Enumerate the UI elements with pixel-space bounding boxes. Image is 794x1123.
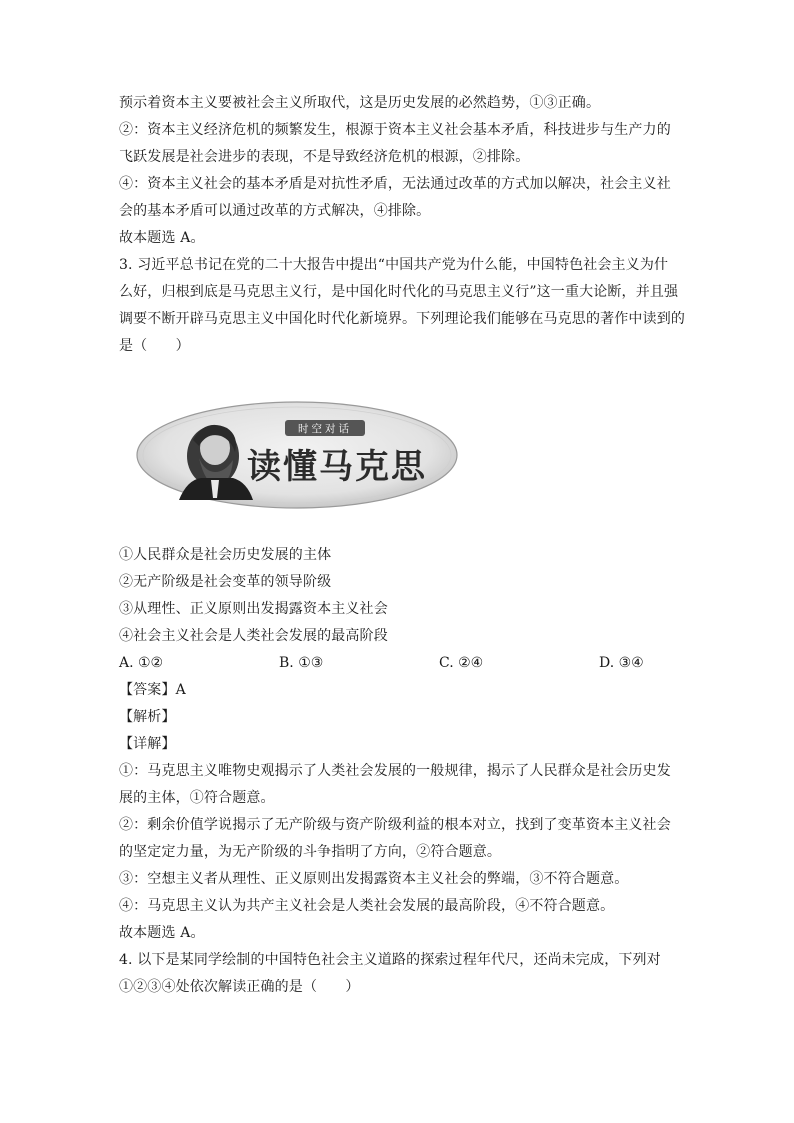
option-c[interactable]: C. ②④ [439,655,484,671]
question-stem-line: 调要不断开辟马克思主义中国化时代化新境界。下列理论我们能够在马克思的著作中读到的 [119,311,685,327]
text-line: 飞跃发展是社会进步的表现，不是导致经济危机的根源，②排除。 [119,149,530,165]
question-stem-line: 么好，归根到底是马克思主义行，是中国化时代化的马克思主义行”这一重大论断，并且强 [119,284,679,300]
detail-explanation [119,758,679,947]
question-stem-line: 3. 习近平总书记在党的二十大报告中提出“中国共产党为什么能，中国特色社会主义为什 [119,257,669,273]
figure-area [119,360,679,542]
conclusion-line: 故本题选 A。 [119,230,205,246]
analysis-label: 【解析】 [119,709,176,725]
option-d[interactable]: D. ③④ [599,655,644,671]
option-a[interactable]: A. ①② [119,655,164,671]
answer-label: 【答案】A [119,682,186,698]
question-stem-line: 是（ ） [119,338,190,354]
text-line: ②：资本主义经济危机的频繁发生，根源于资本主义社会基本矛盾，科技进步与生产力的 [119,122,671,138]
question-stem-line: 4. 以下是某同学绘制的中国特色社会主义道路的探索过程年代尺，还尚未完成，下列对 [119,952,661,968]
text-line: 会的基本矛盾可以通过改革的方式解决，④排除。 [119,203,431,219]
detail-line: ①：马克思主义唯物史观揭示了人类社会发展的一般规律，揭示了人民群众是社会历史发 [119,763,671,779]
detail-label: 【详解】 [119,736,176,752]
detail-line: ④：马克思主义认为共产主义社会是人类社会发展的最高阶段，④不符合题意。 [119,898,615,914]
statement-3: ③从理性、正义原则出发揭露资本主义社会 [119,601,388,617]
question-4 [119,947,679,1001]
dialogue-badge [285,420,365,436]
answer-options [119,650,679,677]
marx-banner-image [135,400,459,510]
conclusion-line: 故本题选 A。 [119,925,205,941]
detail-line: 展的主体，①符合题意。 [119,790,275,806]
text-line: ④：资本主义社会的基本矛盾是对抗性矛盾，无法通过改革的方式加以解决，社会主义社 [119,176,671,192]
statement-1: ①人民群众是社会历史发展的主体 [119,547,332,563]
statement-4: ④社会主义社会是人类社会发展的最高阶段 [119,628,388,644]
question-3 [119,252,685,947]
detail-line: ②：剩余价值学说揭示了无产阶级与资产阶级利益的根本对立，找到了变革资本主义社会 [119,817,671,833]
detail-line: 的坚定定力量，为无产阶级的斗争指明了方向，②符合题意。 [119,844,502,860]
option-b[interactable]: B. ①③ [279,655,324,671]
text-line: 预示着资本主义要被社会主义所取代，这是历史发展的必然趋势，①③正确。 [119,95,601,111]
detail-line: ③：空想主义者从理性、正义原则出发揭露资本主义社会的弊端，③不符合题意。 [119,871,629,887]
document-page [119,90,685,1001]
previous-answer-explanation [119,90,679,252]
statement-2: ②无产阶级是社会变革的领导阶级 [119,574,332,590]
badge-text: 时空对话 [298,423,352,435]
question-stem-line: ①②③④处依次解读正确的是（ ） [119,979,360,995]
banner-title-text: 读懂马克思 [247,447,427,487]
